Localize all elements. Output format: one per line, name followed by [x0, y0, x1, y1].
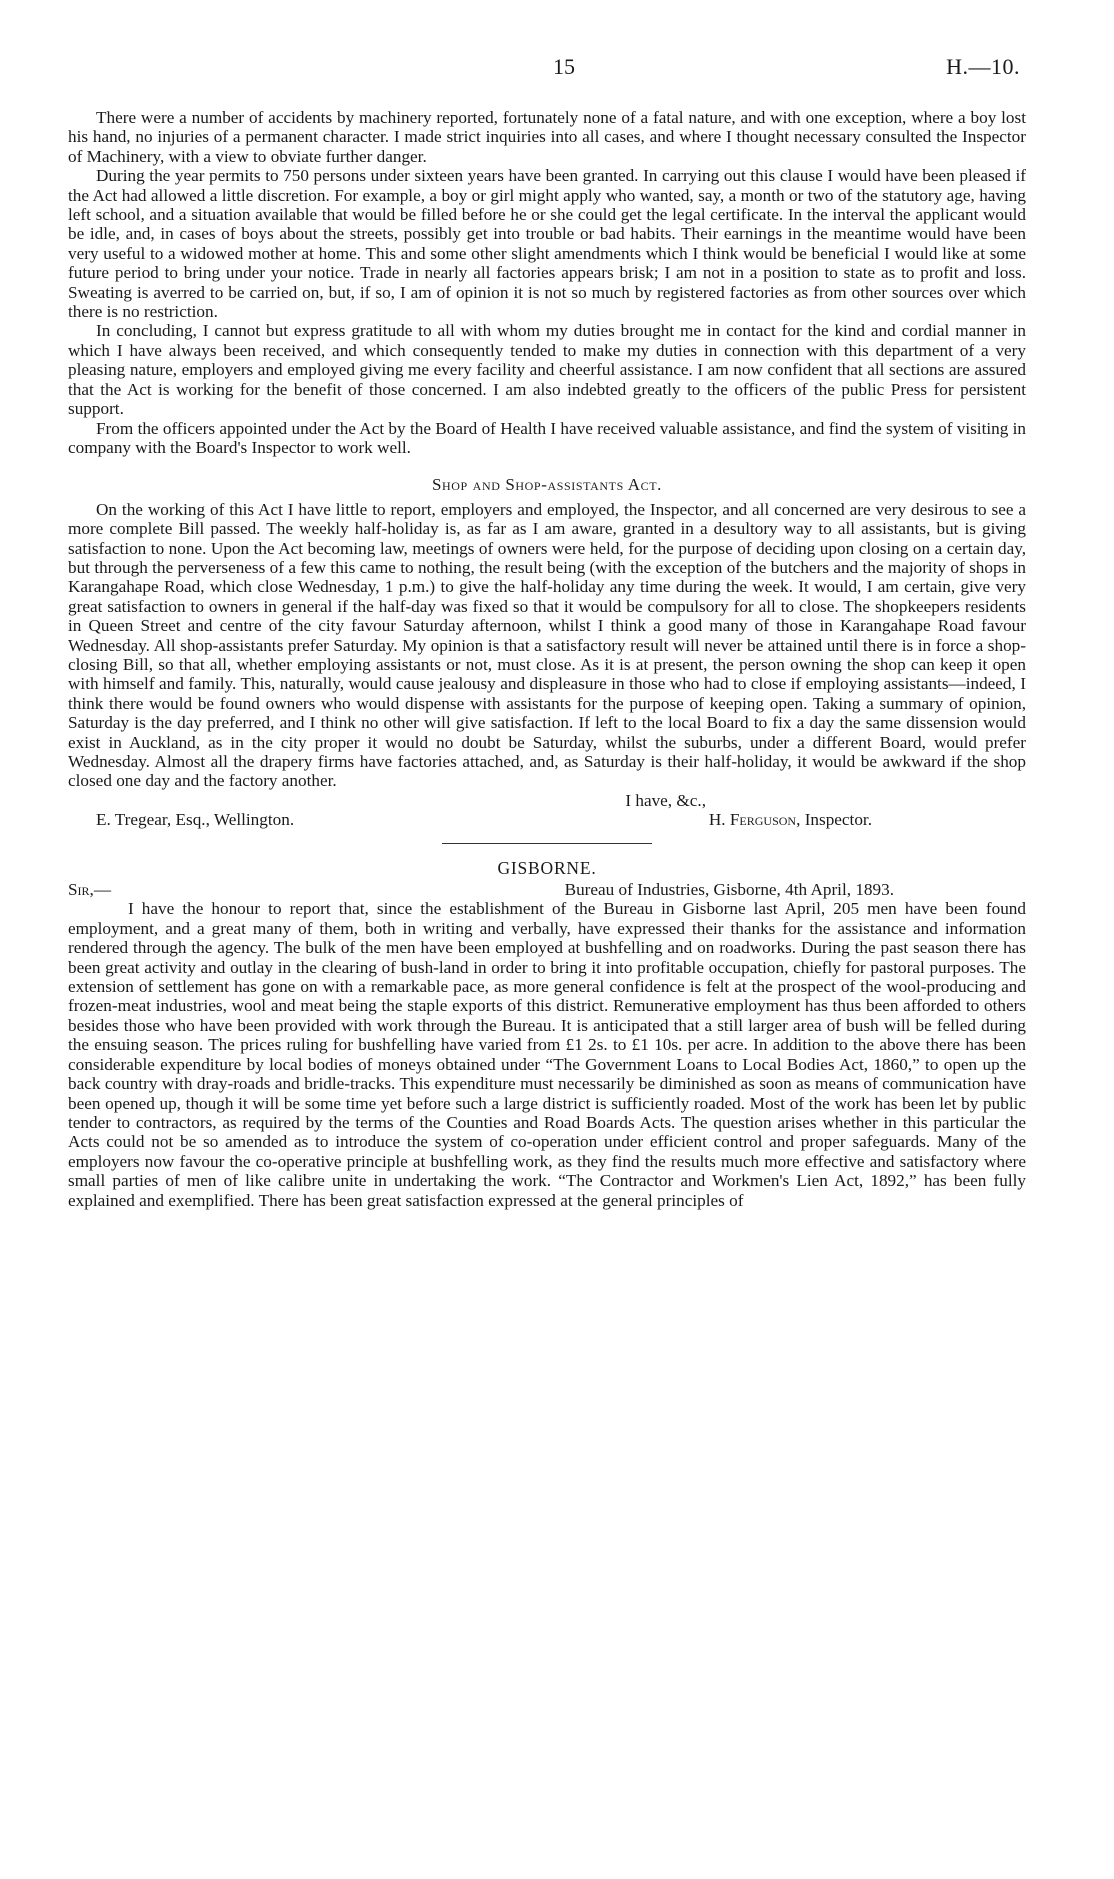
signer-name: H. Ferguson [708, 810, 797, 830]
section-divider [442, 843, 652, 844]
complimentary-close: I have, &c., [625, 790, 706, 810]
salutation-row [68, 880, 1026, 899]
paragraph-accidents: There were a number of accidents by machinery reported, fortunately none of a fatal nature, and with one exception, where a boy lost his hand, no injuries of a permanent character. I made strict inquiries into all cases, and where I thought necessary consulted the Inspector of Machinery, with a view to obviate further danger. [68, 108, 1026, 166]
paragraph-permits: During the year permits to 750 persons under sixteen years have been granted. In carrying out this clause I would have been pleased if the Act had allowed a little discretion. For example, a boy or girl might apply who wanted, say, a month or two of the statutory age, having left school, and a situation available that would be filled before he or she could get the legal certificate. In the interval the applicant would be idle, and, in cases of boys about the streets, possibly get into trouble or bad habits. Their earnings in the meantime would have been very useful to a widowed mother at home. This and some other slight amendments which I think would be beneficial I would like at some future period to bring under your notice. Trade in nearly all factories appears brisk; I am not in a position to state as to profit and loss. Sweating is averred to be carried on, but, if so, I am of opinion it is not so much by registered factories as from other sources over which there is no restriction. [68, 166, 1026, 322]
signature [709, 810, 1026, 829]
paragraph-concluding: In concluding, I cannot but express gratitude to all with whom my duties brought me in contact for the kind and cordial manner in which I have always been received, and which consequently tended to make my duties in connection with this department of a very pleasing nature, employers and employed giving me every facility and cheerful assistance. I am now confident that all sections are assured that the Act is working for the benefit of those concerned. I am also indebted greatly to the officers of the public Press for persistent support. [68, 321, 1026, 419]
body-text [68, 108, 1026, 1210]
paragraph-gisborne-report: I have the honour to report that, since the establishment of the Bureau in Gisborne last April, 205 men have been found employment, and a great many of them, both in writing and verbally, have expressed their thanks for the assistance and information rendered through the agency. The bulk of the men have been employed at bushfelling and on roadworks. During the past season there has been great activity and outlay in the clearing of bush-land in order to bring it into profitable occupation, chiefly for pastoral purposes. The extension of settlement has gone on with a remarkable pace, as more general confidence is felt at the prospect of the wool-producing and frozen-meat industries, wool and meat being the staple exports of this district. Remunerative employment has thus been afforded to others besides those who have been provided with work through the Bureau. It is anticipated that a still larger area of bush will be felled during the ensuing season. The prices ruling for bushfelling have varied from £1 2s. to £1 10s. per acre. In addition to the above there has been considerable expenditure by local bodies of moneys obtained under “The Government Loans to Local Bodies Act, 1860,” to open up the back country with dray-roads and bridle-tracks. This expenditure must necessarily be diminished as soon as means of communication have been opened up, though it will be some time yet before such a large district is sufficiently roaded. Most of the work has been let by public tender to contractors, as required by the terms of the Counties and Road Boards Acts. The question arises whether in this particular the Acts could not be so amended as to introduce the system of co-operation under efficient control and proper safeguards. Many of the employers now favour the co-operative principle at bushfelling work, as they find the results much more effective and satisfactory where small parties of men of like calibre unite in undertaking the work. “The Contractor and Workmen's Lien Act, 1892,” has been fully explained and exemplified. There has been great satisfaction expressed at the general principles of [68, 899, 1026, 1210]
paragraph-shop-act: On the working of this Act I have little to report, employers and employed, the Inspector, and all concerned are very desirous to see a more complete Bill passed. The weekly half-holiday is, as far as I am aware, granted in a desultory way to all assistants, but is giving satisfaction to none. Upon the Act becoming law, meetings of owners were held, for the purpose of deciding upon closing on a certain day, but through the perverseness of a few this came to nothing, the result being (with the exception of the butchers and the majority of shops in Karangahape Road, which close Wednesday, 1 p.m.) to give the half-holiday any time during the week. It would, I am certain, give very great satisfaction to owners in general if the half-day was fixed so that it would be compulsory for all to close. The shopkeepers residents in Queen Street and centre of the city favour Saturday afternoon, whilst I think a good many of those in Karangahape Road favour Wednesday. All shop-assistants prefer Saturday. My opinion is that a satisfactory result will never be attained until there is in force a shop-closing Bill, so that all, whether employing assistants or not, must close. As it is at present, the person owning the shop can keep it open with himself and family. This, naturally, would cause jealousy and displeasure in those who had to close if employing assistants—indeed, I think there would be found owners who would dispense with assistants for the purpose of keeping open. Taking a summary of opinion, Saturday is the day preferred, and I think no other will give satisfaction. If left to the local Board to fix a day the same dissension would exist in Auckland, as in the city proper it would no doubt be Saturday, whilst the suburbs, under a different Board, would prefer Wednesday. Almost all the drapery firms have factories attached, and, as Saturday is their half-holiday, it would be awkward if the shop closed one day and the factory another. [68, 499, 1026, 791]
document-reference: H.—10. [946, 54, 1020, 79]
page-header [108, 54, 1020, 84]
signature-row [68, 810, 1026, 829]
closing-row [68, 791, 1026, 810]
page-number: 15 [553, 54, 575, 79]
salutation: Sir,— [68, 880, 112, 900]
gisborne-heading: GISBORNE. [497, 857, 597, 878]
letter-address-date: Bureau of Industries, Gisborne, 4th April, 1893. [564, 880, 894, 900]
signer-title: , Inspector. [796, 810, 872, 830]
paragraph-board-of-health: From the officers appointed under the Act by the Board of Health I have received valuable assistance, and find the system of visiting in company with the Board's Inspector to work well. [68, 418, 1026, 457]
section-heading-shop-act: Shop and Shop-assistants Act. [431, 475, 663, 495]
addressee: E. Tregear, Esq., Wellington. [96, 810, 295, 830]
